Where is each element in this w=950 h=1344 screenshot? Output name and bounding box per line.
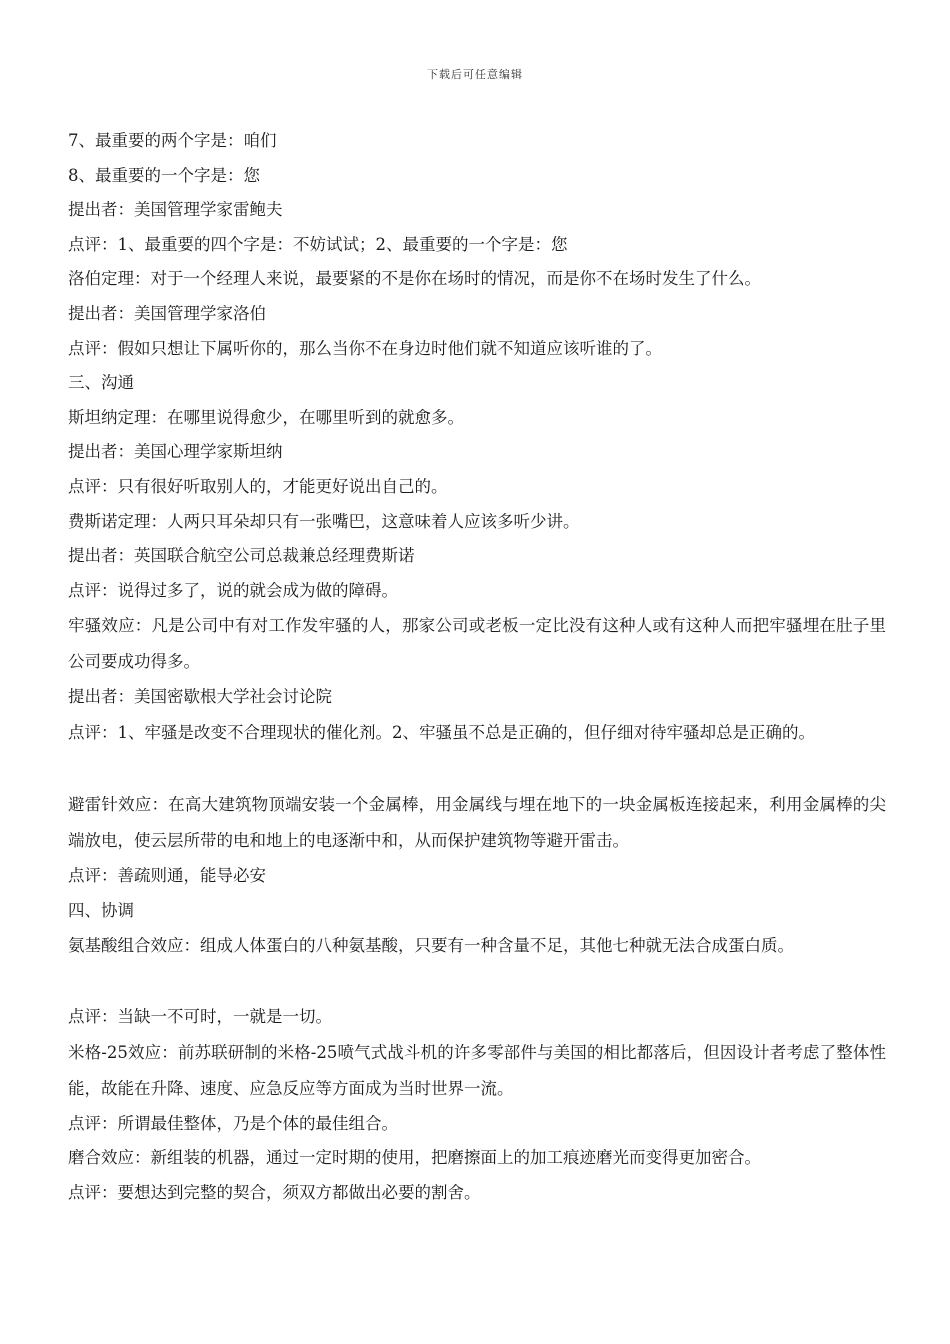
text-line: 8、最重要的一个字是：您 xyxy=(68,165,260,185)
text-line: 点评：说得过多了，说的就会成为做的障碍。 xyxy=(68,580,398,600)
text-line: 7、最重要的两个字是：咱们 xyxy=(68,131,277,150)
text-line: 点评：要想达到完整的契合，须双方都做出必要的割舍。 xyxy=(68,1182,481,1202)
text-line: 点评：假如只想让下属听你的，那么当你不在身边时他们就不知道应该听谁的了。 xyxy=(68,338,662,358)
text-line: 点评：当缺一不可时，一就是一切。 xyxy=(68,1007,332,1027)
text-paragraph: 氨基酸组合效应：组成人体蛋白的八种氨基酸，只要有一种含量不足，其他七种就无法合成蛋白质。 xyxy=(68,936,794,956)
text-line: 提出者：美国心理学家斯坦纳 xyxy=(68,442,283,462)
text-line: 费斯诺定理：人两只耳朵却只有一张嘴巴，这意味着人应该多听少讲。 xyxy=(68,511,580,531)
text-line: 点评：1、最重要的四个字是：不妨试试；2、最重要的一个字是：您 xyxy=(68,234,568,254)
section-heading: 三、沟通 xyxy=(68,373,134,393)
text-line: 点评：善疏则通，能导必安 xyxy=(68,865,266,885)
section-heading: 四、协调 xyxy=(68,900,134,920)
text-paragraph: 避雷针效应：在高大建筑物顶端安装一个金属棒，用金属线与埋在地下的一块金属板连接起来，利用金属棒的尖端放电，使云层所带的电和地上的电逐渐中和，从而保护建筑物等避开雷击。 xyxy=(68,794,886,850)
text-line: 提出者：英国联合航空公司总裁兼总经理费斯诺 xyxy=(68,546,415,566)
text-line: 斯坦纳定理：在哪里说得愈少，在哪里听到的就愈多。 xyxy=(68,407,464,427)
text-line: 提出者：美国管理学家雷鲍夫 xyxy=(68,200,283,220)
document-body xyxy=(68,124,886,1210)
text-line: 磨合效应：新组装的机器，通过一定时期的使用，把磨擦面上的加工痕迹磨光而变得更加密合。 xyxy=(68,1148,761,1168)
text-line: 点评：所谓最佳整体，乃是个体的最佳组合。 xyxy=(68,1113,398,1133)
text-paragraph: 点评：1、牢骚是改变不合理现状的催化剂。2、牢骚虽不总是正确的，但仔细对待牢骚却总是正确的。 xyxy=(68,722,815,742)
text-line: 洛伯定理：对于一个经理人来说，最要紧的不是你在场时的情况，而是你不在场时发生了什么。 xyxy=(68,269,761,289)
text-line: 提出者：美国管理学家洛伯 xyxy=(68,303,266,323)
text-line: 点评：只有很好听取别人的，才能更好说出自己的。 xyxy=(68,476,448,496)
text-line: 提出者：美国密歇根大学社会讨论院 xyxy=(68,687,332,707)
text-paragraph: 牢骚效应：凡是公司中有对工作发牢骚的人，那家公司或老板一定比没有这种人或有这种人而把牢骚埋在肚子里公司要成功得多。 xyxy=(68,616,886,672)
page-header-note: 下载后可任意编辑 xyxy=(427,68,523,81)
text-paragraph: 米格-25效应：前苏联研制的米格-25喷气式战斗机的许多零部件与美国的相比都落后，但因设计者考虑了整体性能，故能在升降、速度、应急反应等方面成为当时世界一流。 xyxy=(68,1042,886,1098)
